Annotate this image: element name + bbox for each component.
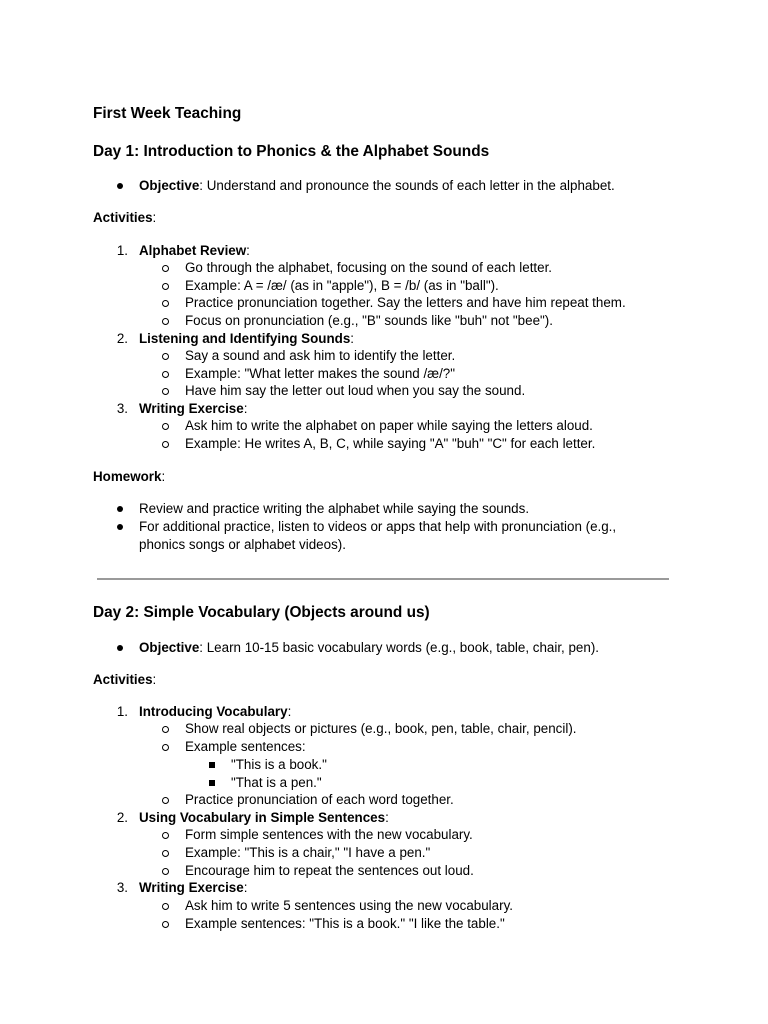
list-item: Practice pronunciation together. Say the letters and have him repeat them.	[185, 295, 626, 310]
day2-item1-title: Introducing Vocabulary:	[139, 704, 292, 719]
square-bullet-icon	[209, 762, 215, 768]
day2-item3-title: Writing Exercise:	[139, 880, 248, 895]
homework-label: Homework:	[93, 469, 166, 484]
square-bullet-icon	[209, 780, 215, 786]
circle-bullet-icon	[162, 265, 169, 272]
list-item: Ask him to write the alphabet on paper while saying the letters aloud.	[185, 418, 593, 433]
circle-bullet-icon	[162, 388, 169, 395]
section-divider	[97, 578, 669, 580]
list-item: Example: A = /æ/ (as in "apple"), B = /b/ (as in "ball").	[185, 278, 499, 293]
objective-text: : Understand and pronounce the sounds of each letter in the alphabet.	[199, 178, 615, 193]
list-item: Encourage him to repeat the sentences out loud.	[185, 863, 474, 878]
list-item: "This is a book."	[231, 757, 327, 772]
bullet-icon	[117, 645, 123, 651]
bullet-icon	[117, 524, 123, 530]
circle-bullet-icon	[162, 797, 169, 804]
list-item: Example: He writes A, B, C, while saying "A" "buh" "C" for each letter.	[185, 436, 596, 451]
day1-item2-title: Listening and Identifying Sounds:	[139, 331, 355, 346]
day2-activities-label: Activities:	[93, 672, 157, 687]
circle-bullet-icon	[162, 921, 169, 928]
objective-label: Objective	[139, 178, 200, 193]
list-item: Show real objects or pictures (e.g., book, pen, table, chair, pencil).	[185, 721, 577, 736]
list-item: For additional practice, listen to videos or apps that help with pronunciation (e.g.,	[139, 519, 617, 534]
list-item: Form simple sentences with the new vocabulary.	[185, 827, 473, 842]
list-number: 2.	[116, 810, 128, 825]
circle-bullet-icon	[162, 283, 169, 290]
list-item-continuation: phonics songs or alphabet videos).	[139, 537, 346, 552]
list-item: Example sentences:	[185, 739, 306, 754]
document-title: First Week Teaching	[93, 105, 242, 122]
circle-bullet-icon	[162, 371, 169, 378]
bullet-icon	[117, 506, 123, 512]
list-number: 3.	[116, 401, 128, 416]
circle-bullet-icon	[162, 832, 169, 839]
list-item: Go through the alphabet, focusing on the sound of each letter.	[185, 260, 553, 275]
list-item: "That is a pen."	[231, 775, 322, 790]
day1-item1-title: Alphabet Review:	[139, 243, 250, 258]
circle-bullet-icon	[162, 300, 169, 307]
list-item: Say a sound and ask him to identify the letter.	[185, 348, 456, 363]
circle-bullet-icon	[162, 441, 169, 448]
list-number: 2.	[116, 331, 128, 346]
day1-activities-label: Activities:	[93, 210, 157, 225]
day2-objective	[139, 639, 599, 657]
list-number: 1.	[116, 243, 128, 258]
day1-heading: Day 1: Introduction to Phonics & the Alphabet Sounds	[93, 143, 490, 160]
circle-bullet-icon	[162, 423, 169, 430]
circle-bullet-icon	[162, 318, 169, 325]
circle-bullet-icon	[162, 726, 169, 733]
list-item: Have him say the letter out loud when you say the sound.	[185, 383, 526, 398]
circle-bullet-icon	[162, 868, 169, 875]
list-item: Focus on pronunciation (e.g., "B" sounds like "buh" not "bee").	[185, 313, 553, 328]
circle-bullet-icon	[162, 353, 169, 360]
day2-item2-title: Using Vocabulary in Simple Sentences:	[139, 810, 389, 825]
list-item: Practice pronunciation of each word together.	[185, 792, 454, 807]
objective-label: Objective	[139, 640, 200, 655]
circle-bullet-icon	[162, 903, 169, 910]
circle-bullet-icon	[162, 744, 169, 751]
list-item: Example sentences: "This is a book." "I like the table."	[185, 916, 505, 931]
list-number: 1.	[116, 704, 128, 719]
day1-objective	[139, 177, 615, 195]
list-item: Ask him to write 5 sentences using the new vocabulary.	[185, 898, 513, 913]
list-item: Example: "What letter makes the sound /æ/?"	[185, 366, 456, 381]
day2-heading: Day 2: Simple Vocabulary (Objects around us)	[93, 604, 430, 621]
list-item: Review and practice writing the alphabet while saying the sounds.	[139, 501, 530, 516]
list-item: Example: "This is a chair," "I have a pen."	[185, 845, 431, 860]
list-number: 3.	[116, 880, 128, 895]
bullet-icon	[117, 183, 123, 189]
objective-text: : Learn 10-15 basic vocabulary words (e.g., book, table, chair, pen).	[199, 640, 600, 655]
circle-bullet-icon	[162, 850, 169, 857]
day1-item3-title: Writing Exercise:	[139, 401, 248, 416]
